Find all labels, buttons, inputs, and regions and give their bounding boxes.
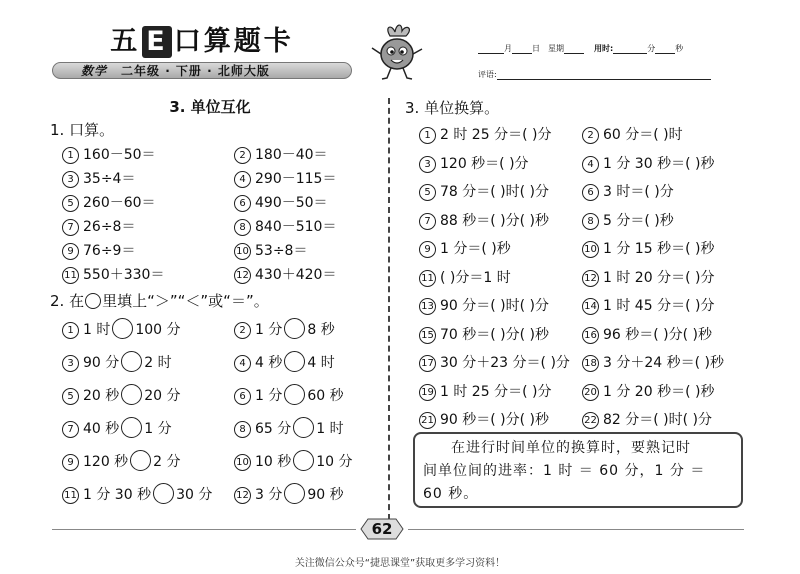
conversion-expression: 3 时＝( )分 bbox=[603, 184, 674, 200]
arithmetic-item bbox=[222, 191, 372, 215]
compare-right: 2 分 bbox=[153, 454, 181, 470]
arithmetic-expression: 430＋420＝ bbox=[255, 267, 337, 283]
answer-circle[interactable] bbox=[121, 384, 142, 405]
brand-post: 口算题卡 bbox=[173, 26, 294, 57]
compare-item bbox=[222, 446, 372, 479]
conversion-expression: 60 分＝( )时 bbox=[603, 127, 683, 143]
time-label: 用时: bbox=[594, 44, 614, 53]
item-number: 4 bbox=[234, 355, 251, 372]
answer-circle[interactable] bbox=[112, 318, 133, 339]
second-blank[interactable] bbox=[655, 44, 675, 54]
minute-blank[interactable] bbox=[613, 44, 647, 54]
compare-item bbox=[50, 380, 222, 413]
q1-title: 1. 口算。 bbox=[50, 121, 115, 139]
compare-right: 60 秒 bbox=[307, 388, 344, 404]
arithmetic-expression: 76÷9＝ bbox=[83, 243, 136, 259]
conversion-expression: 1 时 45 分＝( )分 bbox=[603, 298, 715, 314]
compare-right: 30 分 bbox=[176, 487, 213, 503]
arithmetic-item bbox=[50, 215, 222, 239]
item-number: 13 bbox=[419, 298, 436, 315]
conversion-expression: 1 时 20 分＝( )分 bbox=[603, 269, 715, 286]
answer-circle[interactable] bbox=[121, 417, 142, 438]
arithmetic-expression: 290－115＝ bbox=[255, 171, 337, 187]
tip-line-1: 在进行时间单位的换算时，要熟记时 bbox=[451, 440, 691, 456]
compare-right: 1 时 bbox=[316, 421, 344, 437]
compare-left: 20 秒 bbox=[83, 388, 120, 404]
arithmetic-item bbox=[50, 191, 222, 215]
answer-circle[interactable] bbox=[293, 417, 314, 438]
conversion-item bbox=[419, 378, 582, 407]
answer-circle[interactable] bbox=[284, 318, 305, 339]
q2-title bbox=[50, 289, 370, 314]
compare-right: 2 时 bbox=[144, 355, 172, 371]
conversion-expression: 1 时 25 分＝( )分 bbox=[440, 383, 552, 400]
item-number: 11 bbox=[62, 267, 79, 284]
q2-grid bbox=[50, 314, 370, 512]
item-number: 16 bbox=[582, 327, 599, 344]
item-number: 6 bbox=[234, 388, 251, 405]
arithmetic-expression: 160－50＝ bbox=[83, 147, 156, 163]
answer-circle[interactable] bbox=[293, 450, 314, 471]
conversion-item bbox=[582, 349, 772, 378]
compare-item bbox=[222, 479, 372, 512]
arithmetic-item bbox=[222, 215, 372, 239]
brand-pre: 五 bbox=[110, 26, 141, 57]
comment-blank[interactable] bbox=[497, 70, 711, 80]
conversion-item bbox=[419, 150, 582, 179]
month-label: 月 bbox=[504, 44, 512, 53]
item-number: 5 bbox=[419, 184, 436, 201]
tip-line-2: 间单位间的进率：1 时 ＝ 60 分，1 分 ＝ bbox=[423, 463, 706, 479]
item-number: 12 bbox=[234, 487, 251, 504]
compare-right: 1 分 bbox=[144, 421, 172, 437]
conversion-expression: 5 分＝( )秒 bbox=[603, 212, 674, 229]
promo-text: 关注微信公众号“捷思课堂”获取更多学习资料！ bbox=[294, 558, 506, 569]
conversion-expression: 78 分＝( )时( )分 bbox=[440, 184, 550, 200]
conversion-item bbox=[582, 292, 772, 321]
compare-left: 65 分 bbox=[255, 421, 292, 437]
conversion-expression: 1 分＝( )秒 bbox=[440, 241, 511, 257]
item-number: 2 bbox=[582, 127, 599, 144]
item-number: 3 bbox=[62, 355, 79, 372]
brand-title bbox=[52, 26, 352, 58]
minute-label: 分 bbox=[647, 44, 656, 53]
item-number: 10 bbox=[234, 243, 251, 260]
circle-symbol-icon bbox=[85, 293, 101, 309]
q3-title: 3. 单位换算。 bbox=[405, 99, 500, 117]
compare-left: 90 分 bbox=[83, 355, 120, 371]
answer-circle[interactable] bbox=[121, 351, 142, 372]
q3-grid bbox=[405, 121, 755, 435]
compare-item bbox=[222, 380, 372, 413]
arithmetic-item bbox=[50, 239, 222, 263]
date-row bbox=[478, 40, 738, 54]
compare-item bbox=[222, 413, 372, 446]
conversion-expression: 3 分＋24 秒＝( )秒 bbox=[603, 355, 724, 371]
month-blank[interactable] bbox=[478, 44, 504, 54]
footer-rule-right bbox=[408, 529, 744, 530]
arithmetic-item bbox=[50, 167, 222, 191]
conversion-item bbox=[419, 121, 582, 150]
conversion-expression: 90 分＝( )时( )分 bbox=[440, 298, 550, 314]
arithmetic-item bbox=[222, 143, 372, 167]
item-number: 22 bbox=[582, 412, 599, 429]
conversion-expression: 1 分 30 秒＝( )秒 bbox=[603, 155, 715, 172]
footer-rule-left bbox=[52, 529, 356, 530]
item-number: 1 bbox=[419, 127, 436, 144]
item-number: 21 bbox=[419, 412, 436, 429]
edition-bar bbox=[52, 62, 352, 79]
conversion-item bbox=[582, 321, 772, 350]
day-blank[interactable] bbox=[512, 44, 532, 54]
compare-left: 10 秒 bbox=[255, 454, 292, 470]
q2-suffix: 里填上“＞”“＜”或“＝”。 bbox=[102, 292, 269, 310]
compare-left: 4 秒 bbox=[255, 355, 283, 371]
item-number: 8 bbox=[582, 213, 599, 230]
day-label: 日 bbox=[532, 44, 540, 53]
item-number: 20 bbox=[582, 384, 599, 401]
item-number: 7 bbox=[62, 421, 79, 438]
conversion-expression: ( )分＝1 时 bbox=[440, 269, 511, 286]
comment-row bbox=[478, 66, 738, 80]
item-number: 3 bbox=[62, 171, 79, 188]
conversion-expression: 1 分 20 秒＝( )秒 bbox=[603, 383, 715, 400]
conversion-item bbox=[582, 378, 772, 407]
arithmetic-expression: 550＋330＝ bbox=[83, 267, 165, 283]
item-number: 3 bbox=[419, 156, 436, 173]
date-fields bbox=[478, 40, 738, 80]
conversion-item bbox=[419, 178, 582, 207]
compare-left: 1 时 bbox=[83, 322, 111, 338]
q2-prefix: 2. 在 bbox=[50, 292, 85, 310]
arithmetic-item bbox=[222, 263, 372, 287]
item-number: 9 bbox=[62, 243, 79, 260]
arithmetic-expression: 490－50＝ bbox=[255, 195, 328, 211]
answer-circle[interactable] bbox=[284, 483, 305, 504]
answer-circle[interactable] bbox=[153, 483, 174, 504]
item-number: 15 bbox=[419, 327, 436, 344]
item-number: 14 bbox=[582, 298, 599, 315]
arithmetic-item bbox=[50, 263, 222, 287]
arithmetic-item bbox=[222, 167, 372, 191]
item-number: 12 bbox=[234, 267, 251, 284]
arithmetic-item bbox=[50, 143, 222, 167]
conversion-expression: 70 秒＝( )分( )秒 bbox=[440, 326, 550, 343]
item-number: 19 bbox=[419, 384, 436, 401]
compare-left: 1 分 30 秒 bbox=[83, 487, 152, 503]
conversion-item bbox=[419, 406, 582, 435]
item-number: 7 bbox=[419, 213, 436, 230]
subject-label: 数学 bbox=[81, 64, 108, 78]
item-number: 7 bbox=[62, 219, 79, 236]
compare-item bbox=[50, 347, 222, 380]
conversion-expression: 2 时 25 分＝( )分 bbox=[440, 127, 552, 143]
conversion-item bbox=[582, 121, 772, 150]
conversion-item bbox=[419, 264, 582, 293]
item-number: 8 bbox=[234, 421, 251, 438]
tip-box bbox=[413, 432, 743, 508]
compare-right: 8 秒 bbox=[307, 322, 335, 338]
compare-left: 1 分 bbox=[255, 322, 283, 338]
item-number: 10 bbox=[234, 454, 251, 471]
conversion-item bbox=[419, 207, 582, 236]
item-number: 4 bbox=[234, 171, 251, 188]
conversion-item bbox=[419, 292, 582, 321]
title-block bbox=[52, 26, 352, 79]
conversion-item bbox=[582, 235, 772, 264]
item-number: 18 bbox=[582, 355, 599, 372]
conversion-expression: 82 分＝( )时( )分 bbox=[603, 412, 713, 428]
compare-item bbox=[222, 347, 372, 380]
item-number: 5 bbox=[62, 388, 79, 405]
arithmetic-expression: 26÷8＝ bbox=[83, 219, 136, 235]
tip-line-3: 60 秒。 bbox=[423, 486, 479, 502]
comment-label: 评语: bbox=[478, 70, 497, 79]
compare-right: 10 分 bbox=[316, 454, 353, 470]
arithmetic-expression: 260－60＝ bbox=[83, 195, 156, 211]
item-number: 9 bbox=[62, 454, 79, 471]
left-column bbox=[50, 96, 370, 512]
conversion-item bbox=[582, 207, 772, 236]
conversion-item bbox=[582, 178, 772, 207]
compare-item bbox=[50, 314, 222, 347]
item-number: 2 bbox=[234, 147, 251, 164]
section-title: 3. 单位互化 bbox=[169, 98, 251, 116]
conversion-item bbox=[419, 321, 582, 350]
brand-e-badge: E bbox=[142, 26, 171, 58]
compare-item bbox=[50, 446, 222, 479]
compare-right: 20 分 bbox=[144, 388, 181, 404]
weekday-label: 星期 bbox=[548, 44, 564, 53]
conversion-item bbox=[582, 150, 772, 179]
conversion-expression: 90 秒＝( )分( )秒 bbox=[440, 412, 550, 428]
answer-circle[interactable] bbox=[130, 450, 151, 471]
compare-left: 40 秒 bbox=[83, 421, 120, 437]
item-number: 11 bbox=[62, 487, 79, 504]
second-label: 秒 bbox=[675, 44, 684, 53]
weekday-blank[interactable] bbox=[564, 44, 584, 54]
item-number: 17 bbox=[419, 355, 436, 372]
edition-label: 二年级 · 下册 · 北师大版 bbox=[121, 64, 270, 78]
conversion-expression: 88 秒＝( )分( )秒 bbox=[440, 212, 550, 229]
conversion-item bbox=[582, 406, 772, 435]
arithmetic-expression: 840－510＝ bbox=[255, 219, 337, 235]
compare-right: 100 分 bbox=[135, 322, 181, 338]
answer-circle[interactable] bbox=[284, 351, 305, 372]
item-number: 4 bbox=[582, 156, 599, 173]
column-divider bbox=[388, 98, 390, 520]
item-number: 9 bbox=[419, 241, 436, 258]
conversion-item bbox=[419, 349, 582, 378]
answer-circle[interactable] bbox=[284, 384, 305, 405]
compare-right: 90 秒 bbox=[307, 487, 344, 503]
page-number bbox=[360, 518, 404, 540]
conversion-expression: 120 秒＝( )分 bbox=[440, 155, 529, 172]
conversion-expression: 96 秒＝( )分( )秒 bbox=[603, 326, 713, 343]
item-number: 6 bbox=[582, 184, 599, 201]
item-number: 11 bbox=[419, 270, 436, 287]
radish-mascot-icon bbox=[366, 22, 428, 84]
arithmetic-expression: 35÷4＝ bbox=[83, 171, 136, 187]
compare-item bbox=[50, 413, 222, 446]
right-column bbox=[405, 96, 755, 435]
item-number: 8 bbox=[234, 219, 251, 236]
q1-grid bbox=[50, 143, 370, 287]
item-number: 1 bbox=[62, 147, 79, 164]
page-number-text: 62 bbox=[371, 520, 393, 538]
compare-left: 120 秒 bbox=[83, 454, 129, 470]
conversion-expression: 30 分＋23 分＝( )分 bbox=[440, 355, 570, 371]
arithmetic-expression: 180－40＝ bbox=[255, 147, 328, 163]
arithmetic-item bbox=[222, 239, 372, 263]
conversion-item bbox=[582, 264, 772, 293]
compare-left: 1 分 bbox=[255, 388, 283, 404]
compare-item bbox=[50, 479, 222, 512]
conversion-item bbox=[419, 235, 582, 264]
arithmetic-expression: 53÷8＝ bbox=[255, 243, 308, 259]
conversion-expression: 1 分 15 秒＝( )秒 bbox=[603, 241, 715, 257]
item-number: 1 bbox=[62, 322, 79, 339]
compare-right: 4 时 bbox=[307, 355, 335, 371]
item-number: 6 bbox=[234, 195, 251, 212]
compare-left: 3 分 bbox=[255, 487, 283, 503]
item-number: 2 bbox=[234, 322, 251, 339]
compare-item bbox=[222, 314, 372, 347]
item-number: 10 bbox=[582, 241, 599, 258]
item-number: 12 bbox=[582, 270, 599, 287]
item-number: 5 bbox=[62, 195, 79, 212]
